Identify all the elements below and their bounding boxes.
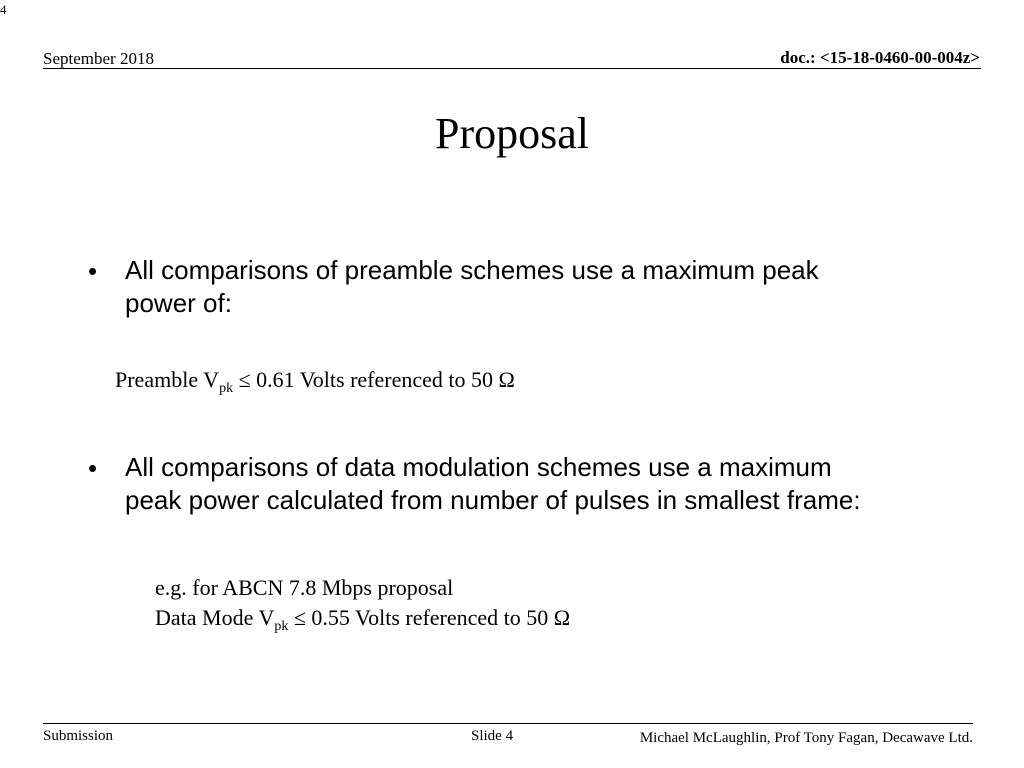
preamble-formula-subscript: pk [219, 381, 234, 396]
bullet-marker-1: • [88, 256, 98, 286]
bullet-text-2 [125, 451, 861, 517]
preamble-formula [115, 367, 515, 396]
header-divider [43, 68, 981, 69]
example-formula [155, 605, 571, 634]
bullet-2-line-2: peak power calculated from number of pulses in smallest frame: [125, 485, 861, 515]
footer-divider [43, 723, 973, 724]
preamble-formula-prefix: Preamble V [115, 367, 220, 392]
slide-title: Proposal [435, 109, 589, 158]
footer-authors: Michael McLaughlin, Prof Tony Fagan, Decawave Ltd. [639, 730, 973, 746]
slide-corner-number: 4 [0, 2, 7, 17]
example-formula-prefix: Data Mode V [155, 605, 275, 630]
footer-submission: Submission [43, 728, 114, 744]
preamble-formula-suffix: ≤ 0.61 Volts referenced to 50 Ω [233, 367, 515, 392]
example-line-1: e.g. for ABCN 7.8 Mbps proposal [155, 575, 454, 600]
bullet-1-line-1: All comparisons of preamble schemes use a maximum peak [125, 255, 819, 285]
example-formula-subscript: pk [274, 619, 289, 634]
example-formula-suffix: ≤ 0.55 Volts referenced to 50 Ω [288, 605, 571, 630]
footer-slide-number: Slide 4 [471, 728, 514, 744]
header-doc-id: doc.: <15-18-0460-00-004z> [780, 48, 980, 67]
header-date: September 2018 [43, 49, 154, 68]
bullet-2-line-1: All comparisons of data modulation schemes use a maximum [125, 452, 832, 482]
bullet-text-1 [125, 254, 819, 320]
bullet-1-line-2: power of: [125, 288, 232, 318]
bullet-marker-2: • [88, 453, 98, 483]
